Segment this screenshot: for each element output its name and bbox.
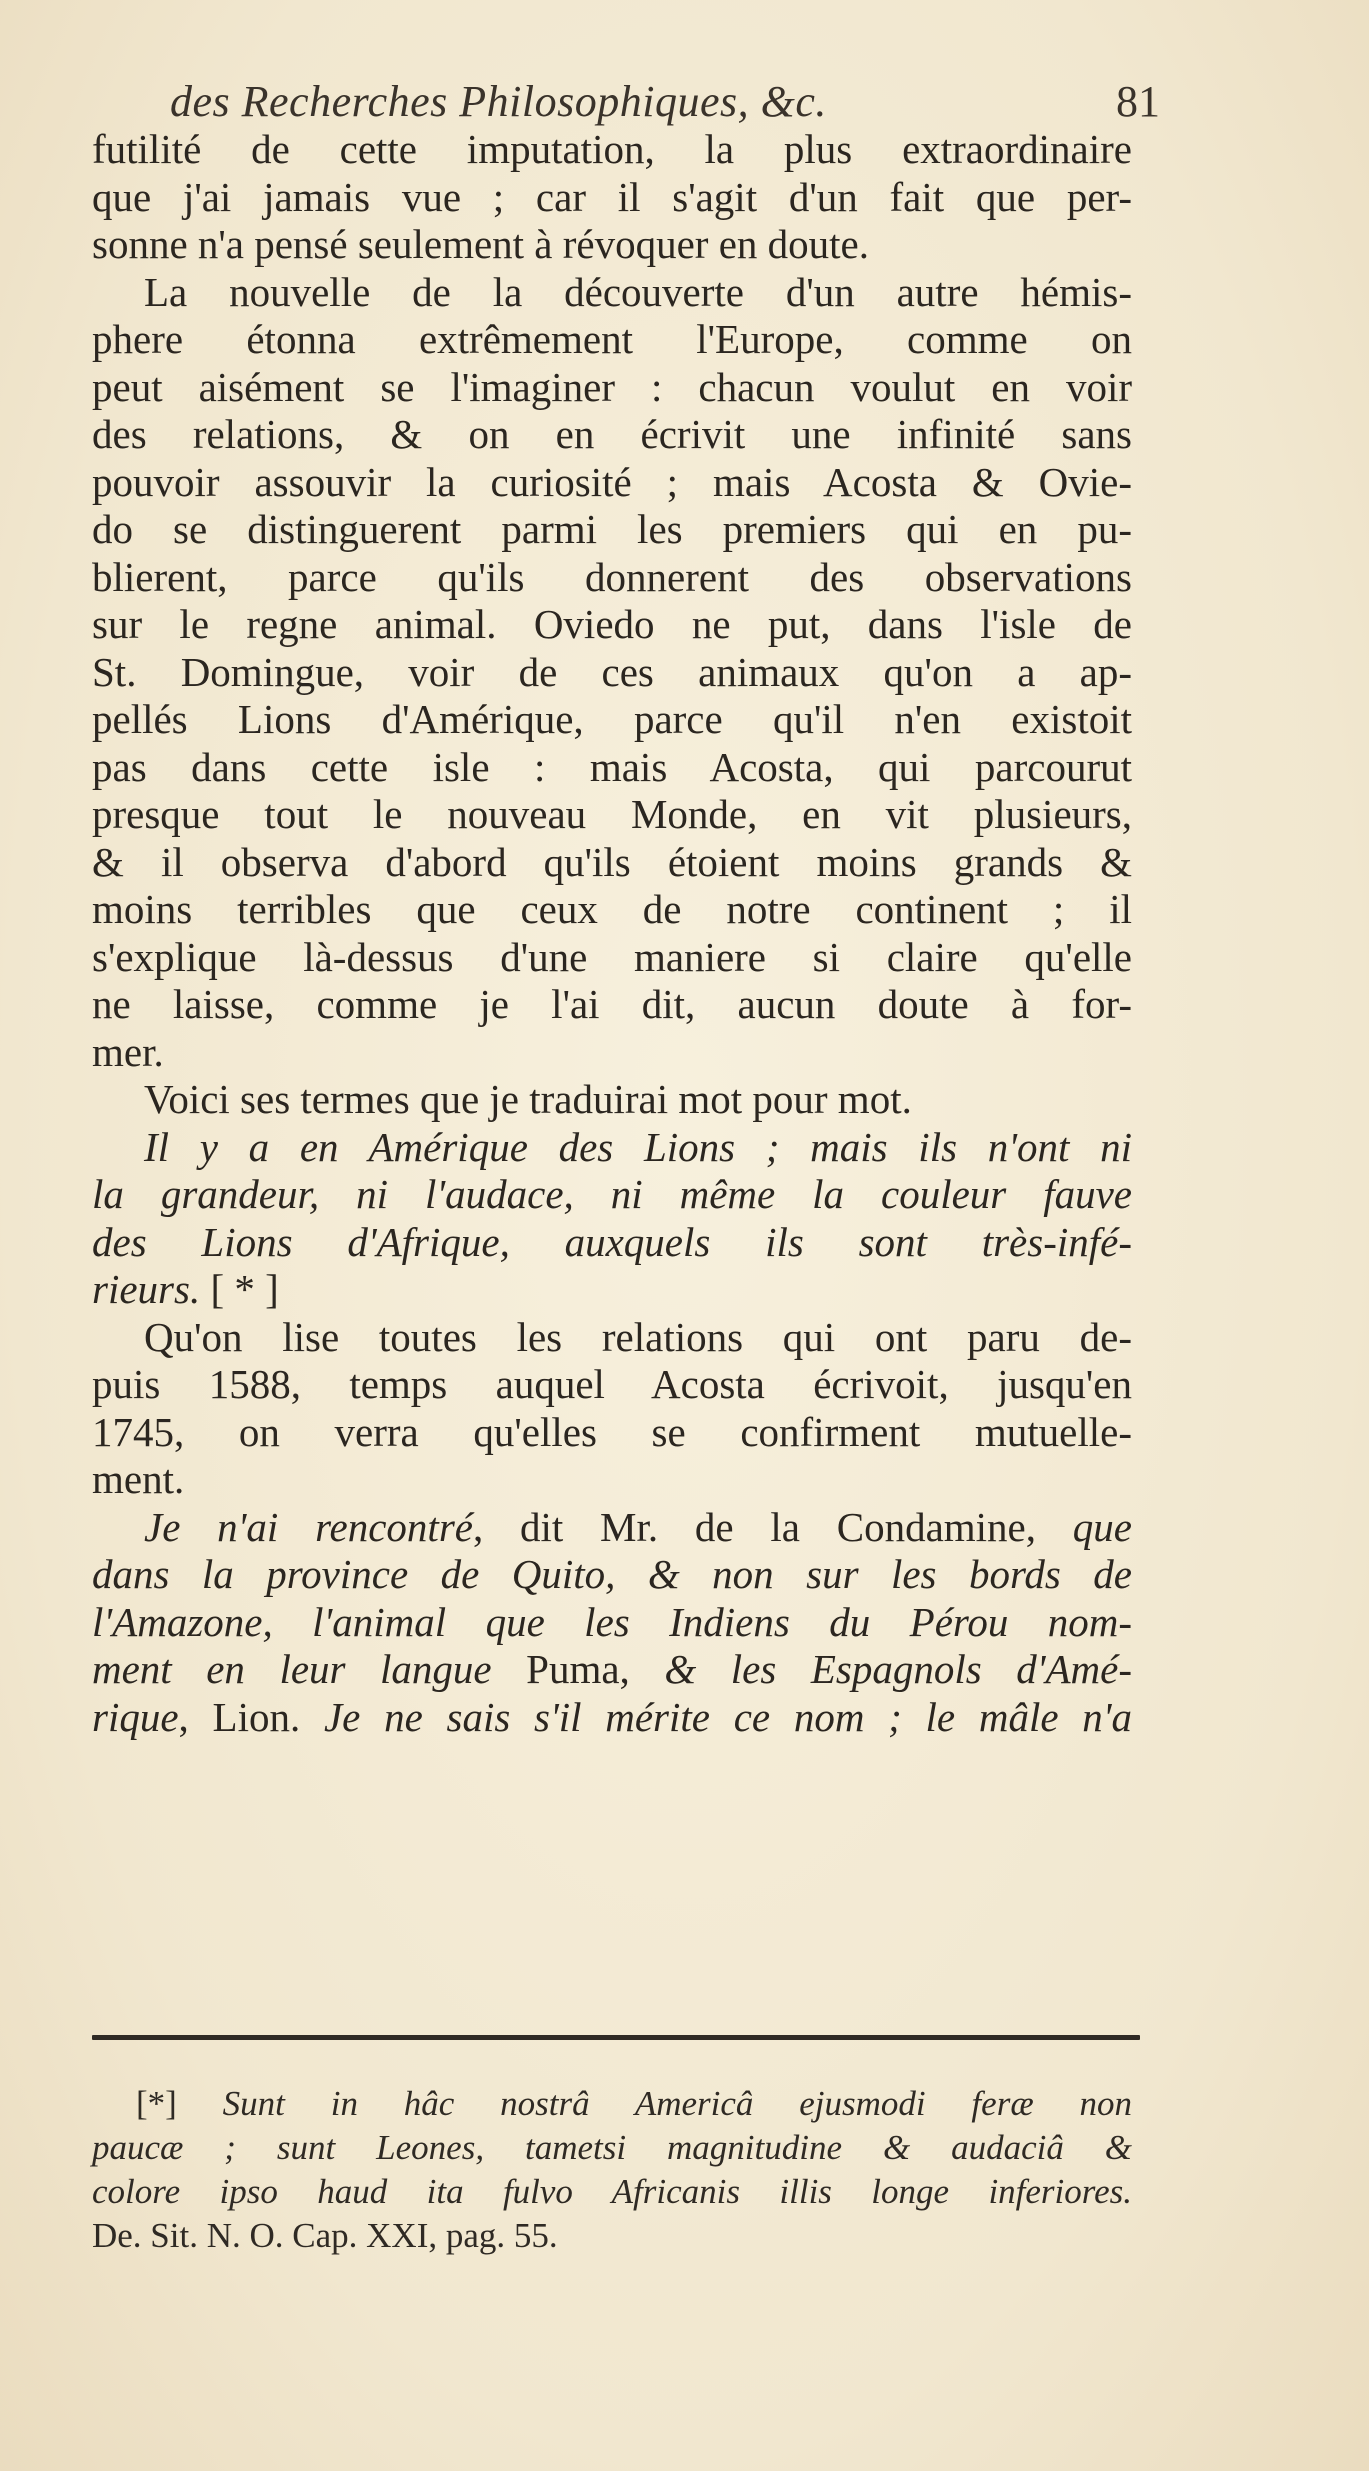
footnote bbox=[92, 2082, 1132, 2258]
text-line: 1745, on verra qu'elles se confirment mutuelle- bbox=[92, 1408, 1132, 1455]
text-line: mer. bbox=[92, 1028, 164, 1075]
text-line: que j'ai jamais vue ; car il s'agit d'un fait que per- bbox=[92, 173, 1132, 220]
text-line: ne laisse, comme je l'ai dit, aucun doute à for- bbox=[92, 981, 1132, 1027]
text-line: presque tout le nouveau Monde, en vit plusieurs, bbox=[92, 791, 1132, 837]
quote-phrase: Je ne sais s'il mérite ce nom ; le mâle n'a bbox=[323, 1693, 1133, 1740]
text-line: puis 1588, temps auquel Acosta écrivoit, jusqu'en bbox=[92, 1361, 1132, 1407]
text-line: La nouvelle de la découverte d'un autre hémis- bbox=[144, 268, 1132, 315]
text-line: St. Domingue, voir de ces animaux qu'on a ap- bbox=[92, 648, 1132, 695]
quote-phrase: & les Espagnols d'Amé- bbox=[664, 1646, 1132, 1692]
quote-phrase: ment en leur langue bbox=[92, 1646, 492, 1692]
quote-line: des Lions d'Afrique, auxquels ils sont très-infé- bbox=[92, 1218, 1132, 1265]
text-line: Qu'on lise toutes les relations qui ont paru de- bbox=[144, 1313, 1132, 1360]
text-line: phere étonna extrêmement l'Europe, comme on bbox=[92, 316, 1132, 362]
quote-line: Il y a en Amérique des Lions ; mais ils n'ont ni bbox=[144, 1123, 1132, 1170]
quote-phrase: que bbox=[1072, 1503, 1132, 1550]
footnote-rule bbox=[92, 2035, 1140, 2040]
text-line: pas dans cette isle : mais Acosta, qui parcourut bbox=[92, 743, 1132, 790]
text-line: ment. bbox=[92, 1456, 185, 1502]
quote-line: la grandeur, ni l'audace, ni même la couleur fauve bbox=[92, 1171, 1132, 1217]
text-line: peut aisément se l'imaginer : chacun voulut en voir bbox=[92, 363, 1132, 410]
text-line: dans la province de Quito, & non sur les bords de bbox=[92, 1551, 1132, 1597]
page-number: 81 bbox=[1116, 77, 1160, 126]
text-line: l'Amazone, l'animal que les Indiens du Pérou nom- bbox=[92, 1598, 1132, 1645]
footnote-line: paucæ ; sunt Leones, tametsi magnitudine & audaciâ & bbox=[92, 2128, 1132, 2167]
paragraph-1 bbox=[92, 126, 1132, 269]
paragraph-3 bbox=[92, 1076, 1132, 1124]
quote-acosta bbox=[92, 1124, 1132, 1314]
running-title: des Recherches Philosophiques, &c. bbox=[170, 77, 827, 126]
footnote-mark: [*] bbox=[136, 2084, 177, 2123]
text-line bbox=[92, 1646, 1132, 1694]
text-line: des relations, & on en écrivit une infinité sans bbox=[92, 411, 1132, 457]
text-line: futilité de cette imputation, la plus extraordinaire bbox=[92, 126, 1132, 172]
quote-line bbox=[92, 1266, 1132, 1314]
text-line: blierent, parce qu'ils donnerent des observations bbox=[92, 553, 1132, 600]
roman-phrase: , Lion. bbox=[178, 1693, 301, 1740]
quote-phrase: rique bbox=[92, 1693, 179, 1740]
text-line: sonne n'a pensé seulement à révoquer en doute. bbox=[92, 221, 869, 267]
text-line: moins terribles que ceux de notre continent ; il bbox=[92, 886, 1132, 932]
quote-word: rieurs. bbox=[92, 1266, 201, 1312]
footnote-line bbox=[92, 2082, 1132, 2126]
footnote-reference: [ * ] bbox=[210, 1266, 279, 1312]
page-header bbox=[170, 70, 1160, 134]
body-text bbox=[92, 126, 1132, 1741]
text-line: sur le regne animal. Oviedo ne put, dans l'isle de bbox=[92, 601, 1132, 647]
paragraph-5 bbox=[92, 1504, 1132, 1742]
text-line: pouvoir assouvir la curiosité ; mais Acosta & Ovie- bbox=[92, 458, 1132, 505]
roman-phrase: , dit Mr. de la Condamine, bbox=[472, 1503, 1037, 1550]
footnote-line: colore ipso haud ita fulvo Africanis illis longe inferiores. bbox=[92, 2172, 1132, 2211]
quote-phrase: Je n'ai rencontré bbox=[144, 1503, 473, 1550]
text-line bbox=[92, 1694, 1132, 1742]
text-line bbox=[92, 1504, 1132, 1552]
roman-phrase: Puma, bbox=[526, 1646, 630, 1692]
footnote-text: Sunt in hâc nostrâ Americâ ejusmodi feræ non bbox=[222, 2084, 1132, 2123]
text-line: Voici ses termes que je traduirai mot pour mot. bbox=[144, 1076, 912, 1122]
paragraph-4 bbox=[92, 1314, 1132, 1504]
text-line: s'explique là-dessus d'une maniere si claire qu'elle bbox=[92, 933, 1132, 980]
paragraph-2 bbox=[92, 269, 1132, 1077]
text-line: & il observa d'abord qu'ils étoient moins grands & bbox=[92, 838, 1132, 885]
text-line: pellés Lions d'Amérique, parce qu'il n'en existoit bbox=[92, 696, 1132, 742]
footnote-citation: De. Sit. N. O. Cap. XXI, pag. 55. bbox=[92, 2216, 558, 2255]
text-line: do se distinguerent parmi les premiers qui en pu- bbox=[92, 506, 1132, 552]
